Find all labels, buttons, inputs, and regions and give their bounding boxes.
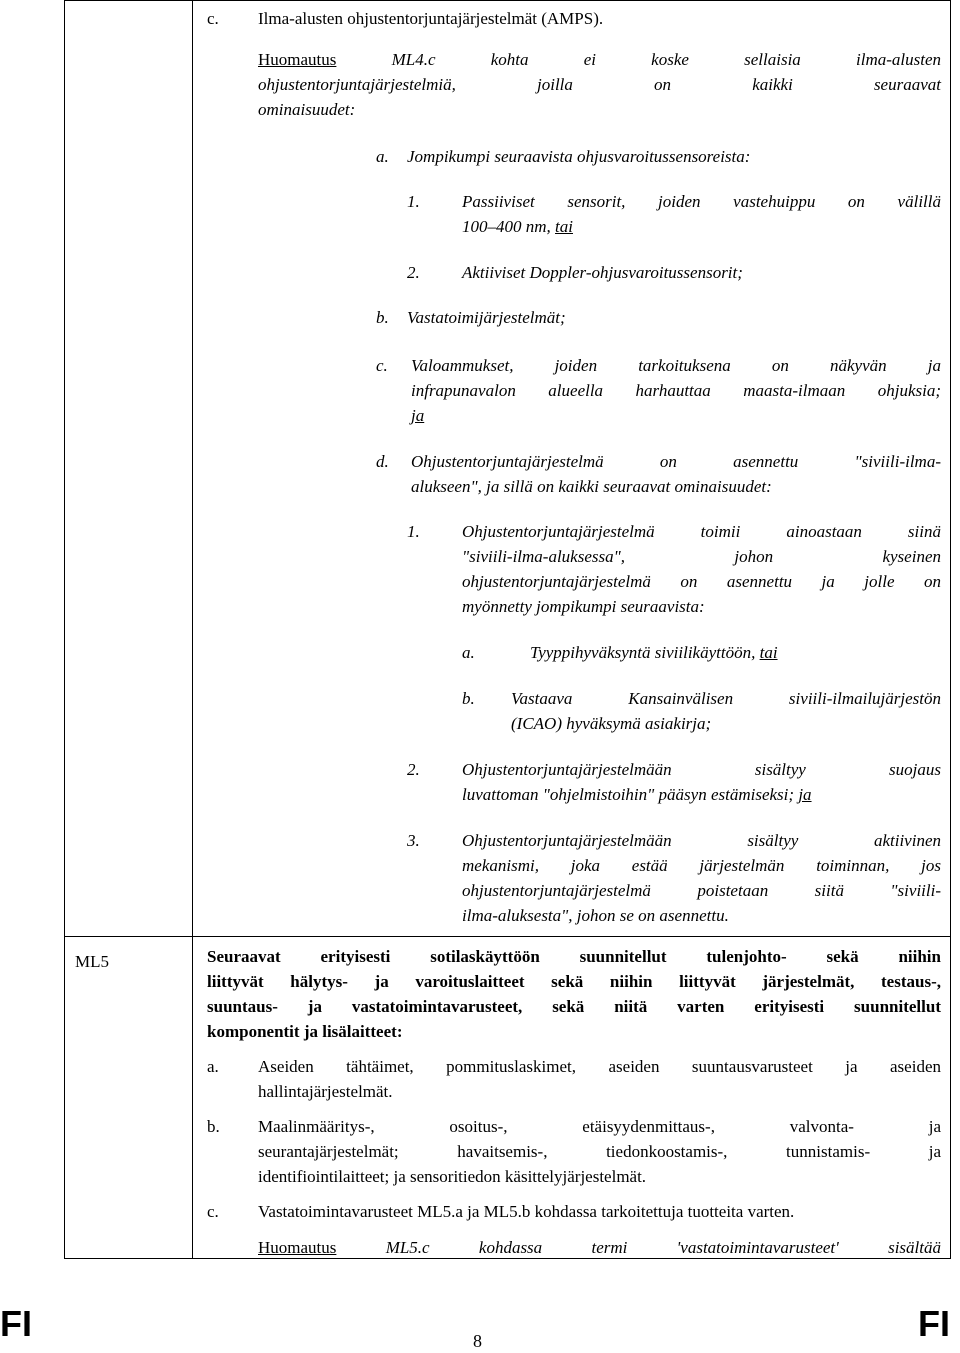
item-d2-text: luvattoman "ohjelmistoihin" pääsyn estämiseksi;: [462, 785, 795, 804]
item-a-text: Jompikumpi seuraavista ohjusvaroitussensoreista:: [407, 147, 751, 166]
item-d2-ja: ja: [798, 785, 812, 804]
ml5-c-marker: c.: [207, 1202, 219, 1221]
ml5-note-line: [258, 1236, 941, 1260]
item-c2-line-3: ja: [411, 406, 425, 425]
ml5-b-line-1: Maalinmääritys-, osoitus-, etäisyydenmittaus-, valvonta- ja: [258, 1117, 941, 1136]
item-d3-line-3: ohjustentorjuntajärjestelmä poistetaan siitä "siviili-: [462, 881, 941, 900]
item-c-text: Ilma-alusten ohjustentorjuntajärjestelmät (AMPS).: [258, 9, 604, 28]
item-a1-line-2: [462, 215, 573, 239]
ml5-code: ML5: [75, 952, 109, 971]
ml5-b-line-3: identifiointilaitteet; ja sensoritiedon käsittelyjärjestelmät.: [258, 1167, 647, 1186]
page-number: 8: [473, 1331, 482, 1351]
footer-right-language-code: FI: [918, 1303, 950, 1344]
item-d3-marker: 3.: [407, 831, 420, 850]
item-d1-line-4: myönnetty jompikumpi seuraavista:: [462, 597, 705, 616]
item-d-line-1: Ohjustentorjuntajärjestelmä on asennettu "siviili-ilma-: [411, 452, 941, 471]
ml5-a-marker: a.: [207, 1057, 219, 1076]
item-c2-line-2: infrapunavalon alueella harhauttaa maasta-ilmaan ohjuksia;: [411, 381, 941, 400]
ml5-heading-line-4: komponentit ja lisälaitteet:: [207, 1022, 403, 1041]
column-divider: [192, 0, 193, 1259]
item-d1-line-2: "siviili-ilma-aluksessa", johon kyseinen: [462, 547, 941, 566]
footer-left-language-code: FI: [0, 1303, 32, 1344]
item-d-line-2: alukseen", ja sillä on kaikki seuraavat ominaisuudet:: [411, 477, 772, 496]
item-d1b-line-1: Vastaava Kansainvälisen siviili-ilmailujärjestön: [511, 689, 941, 708]
ml5-a-line-2: hallintajärjestelmät.: [258, 1082, 393, 1101]
ml5-note-label: Huomautus: [258, 1238, 337, 1257]
item-a2-text: Aktiiviset Doppler-ohjusvaroitussensorit;: [462, 263, 743, 282]
note-line-3: ominaisuudet:: [258, 100, 356, 119]
item-a1-line-1: Passiiviset sensorit, joiden vastehuippu on välillä: [462, 192, 941, 211]
item-d1b-marker: b.: [462, 689, 475, 708]
ml5-b-line-2: seurantajärjestelmät; havaitsemis-, tiedonkoostamis-, tunnistamis- ja: [258, 1142, 941, 1161]
item-a-marker: a.: [376, 147, 389, 166]
item-d1-marker: 1.: [407, 522, 420, 541]
item-d1a-label: Tyyppihyväksyntä siviilikäyttöön,: [530, 643, 756, 662]
item-a1-range: 100–400 nm,: [462, 217, 551, 236]
item-d1-line-1: Ohjustentorjuntajärjestelmä toimii ainoastaan siinä: [462, 522, 941, 541]
note-line-1: [258, 48, 941, 72]
note-text: ML4.c kohta ei koske sellaisia ilma-alusten: [391, 50, 941, 69]
item-c2-marker: c.: [376, 356, 388, 375]
item-a1-marker: 1.: [407, 192, 420, 211]
item-d3-line-2: mekanismi, joka estää järjestelmän toiminnan, jos: [462, 856, 941, 875]
ml5-note-text: ML5.c kohdassa termi 'vastatoimintavarusteet' sisältää: [385, 1238, 941, 1257]
item-a2-marker: 2.: [407, 263, 420, 282]
item-b-text: Vastatoimijärjestelmät;: [407, 308, 566, 327]
item-d1a-marker: a.: [462, 643, 475, 662]
item-d2-line-1: Ohjustentorjuntajärjestelmään sisältyy suojaus: [462, 760, 941, 779]
item-d1a-text: [530, 641, 778, 665]
item-d-marker: d.: [376, 452, 389, 471]
note-line-2: ohjustentorjuntajärjestelmiä, joilla on kaikki seuraavat: [258, 75, 941, 94]
item-d3-line-1: Ohjustentorjuntajärjestelmään sisältyy aktiivinen: [462, 831, 941, 850]
item-a1-tai: tai: [555, 217, 573, 236]
item-d1-line-3: ohjustentorjuntajärjestelmä on asennettu ja jolle on: [462, 572, 941, 591]
item-c2-line-1: Valoammukset, joiden tarkoituksena on näkyvän ja: [411, 356, 941, 375]
ml5-c-text: Vastatoimintavarusteet ML5.a ja ML5.b kohdassa tarkoitettuja tuotteita varten.: [258, 1202, 795, 1221]
ml5-b-marker: b.: [207, 1117, 220, 1136]
ml5-heading-line-1: Seuraavat erityisesti sotilaskäyttöön suunnitellut tulenjohto- sekä niihin: [207, 947, 941, 966]
ml5-a-line-1: Aseiden tähtäimet, pommituslaskimet, aseiden suuntausvarusteet ja aseiden: [258, 1057, 941, 1076]
item-c-marker: c.: [207, 9, 219, 28]
ml5-heading-line-3: suuntaus- ja vastatoimintavarusteet, sekä niitä varten erityisesti suunnitellut: [207, 997, 941, 1016]
item-b-marker: b.: [376, 308, 389, 327]
note-label: Huomautus: [258, 50, 337, 69]
item-d1b-line-2: (ICAO) hyväksymä asiakirja;: [511, 714, 712, 733]
item-d2-marker: 2.: [407, 760, 420, 779]
item-d2-line-2: [462, 783, 812, 807]
row-divider: [64, 936, 951, 937]
item-d3-line-4: ilma-aluksesta", johon se on asennettu.: [462, 906, 729, 925]
item-d1a-tai: tai: [759, 643, 778, 662]
ml5-heading-line-2: liittyvät hälytys- ja varoituslaitteet sekä niihin liittyvät järjestelmät, testaus-,: [207, 972, 941, 991]
